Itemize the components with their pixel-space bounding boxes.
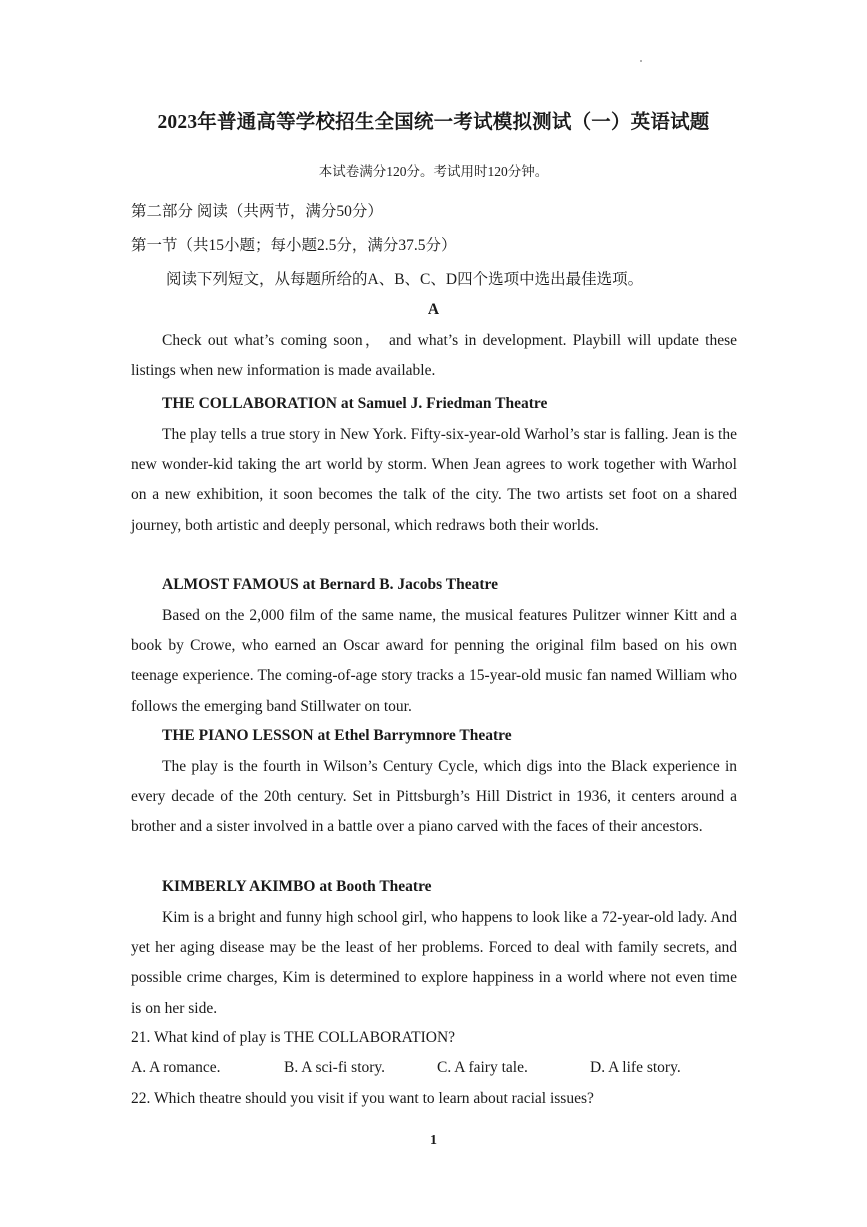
question-21: 21. What kind of play is THE COLLABORATION?	[131, 1029, 456, 1046]
question-21-option-a: A. A romance.	[131, 1059, 221, 1076]
page-number: 1	[430, 1133, 437, 1148]
exam-title: 2023年普通高等学校招生全国统一考试模拟测试（一）英语试题	[157, 112, 710, 133]
passage-label: A	[427, 301, 440, 318]
show-heading-almost-famous: ALMOST FAMOUS at Bernard B. Jacobs Theatre	[162, 576, 498, 593]
question-22: 22. Which theatre should you visit if you want to learn about racial issues?	[131, 1090, 594, 1107]
show-text-collaboration: The play tells a true story in New York. Fifty-six-year-old Warhol’s star is falling. Jean is the new wonder-kid taking the art world by storm. When Jean agrees to work together with Warhol on a new exhibition, it soon becomes the talk of the city. The two artists set foot on a shared journey, both artistic and deeply personal, which redraws both their worlds.	[131, 426, 737, 534]
scan-dot	[640, 60, 642, 62]
passage-intro: Check out what’s coming soon， and what’s in development. Playbill will update these listings when new information is made available.	[131, 332, 737, 380]
exam-subtitle: 本试卷满分120分。考试用时120分钟。	[318, 164, 549, 179]
show-text-kimberly-akimbo: Kim is a bright and funny high school girl, who happens to look like a 72-year-old lady. And yet her aging disease may be the least of her problems. Forced to deal with family secrets, and possible crime charges, Kim is determined to explore happiness in a world where not even time is on her side.	[131, 909, 737, 1017]
question-21-option-b: B. A sci-fi story.	[284, 1059, 386, 1076]
show-heading-kimberly-akimbo: KIMBERLY AKIMBO at Booth Theatre	[162, 878, 432, 895]
question-21-option-c: C. A fairy tale.	[437, 1059, 528, 1076]
show-heading-collaboration: THE COLLABORATION at Samuel J. Friedman Theatre	[162, 395, 548, 412]
question-21-option-d: D. A life story.	[590, 1059, 681, 1076]
part-heading: 第二部分 阅读（共两节，满分50分）	[131, 203, 383, 220]
show-text-piano-lesson: The play is the fourth in Wilson’s Century Cycle, which digs into the Black experience in every decade of the 20th century. Set in Pittsburgh’s Hill District in 1936, it centers around a brother and a sister involved in a battle over a piano carved with the faces of their ancestors.	[131, 758, 737, 836]
section-heading: 第一节（共15小题；每小题2.5分，满分37.5分）	[131, 237, 457, 254]
show-heading-piano-lesson: THE PIANO LESSON at Ethel Barrymnore Theatre	[162, 727, 512, 744]
instruction: 阅读下列短文，从每题所给的A、B、C、D四个选项中选出最佳选项。	[166, 271, 644, 288]
show-text-almost-famous: Based on the 2,000 film of the same name, the musical features Pulitzer winner Kitt and a book by Crowe, who earned an Oscar award for penning the original film based on his own teenage experience. The coming-of-age story tracks a 15-year-old music fan named William who follows the emerging band Stillwater on tour.	[131, 607, 737, 715]
